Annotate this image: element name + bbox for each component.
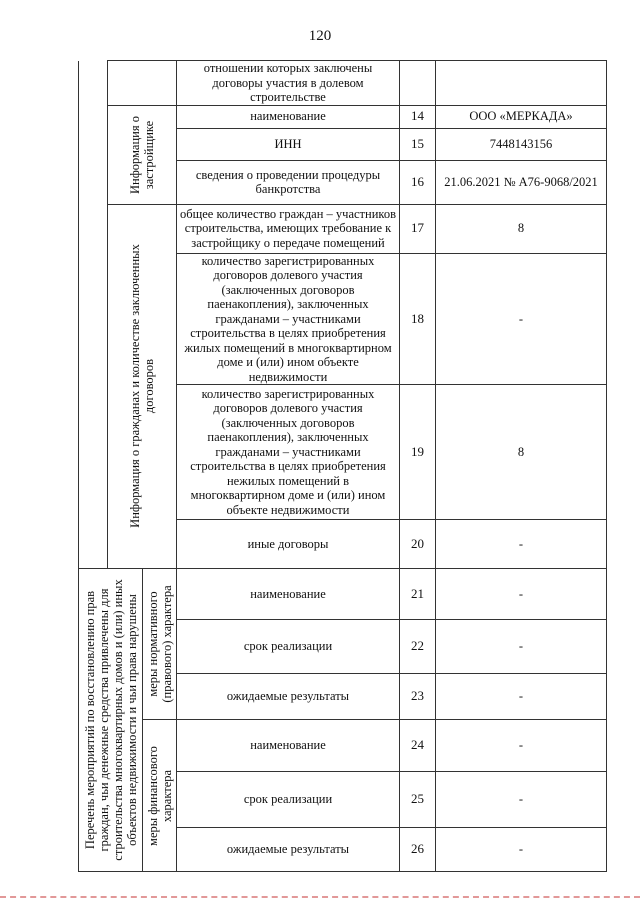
row-number: 17	[400, 204, 436, 253]
row-label: количество зарегистрированных договоров долевого участия (заключенных договоров паенакопления), заключенных гражданами – участниками строительства в целях приобретения жилых помещений в многоквартирном доме и (или) ином объекте недвижимости	[177, 253, 400, 385]
row-number: 24	[400, 720, 436, 772]
table-row	[79, 204, 607, 253]
row-value: -	[436, 674, 607, 720]
row-value: -	[436, 720, 607, 772]
row-number: 20	[400, 520, 436, 569]
row-value: 21.06.2021 № А76-9068/2021	[436, 160, 607, 204]
scan-edge-divider	[0, 896, 640, 902]
group-developer-label: Информация о застройщике	[128, 115, 156, 194]
row-value: -	[436, 620, 607, 674]
row-value: ООО «МЕРКАДА»	[436, 105, 607, 128]
row-number: 14	[400, 105, 436, 128]
group-citizens-label: Информация о гражданах и количестве заключенных договоров	[128, 244, 156, 529]
row-number: 25	[400, 772, 436, 828]
row-label: ожидаемые результаты	[177, 828, 400, 872]
row-label: срок реализации	[177, 772, 400, 828]
row-value: -	[436, 772, 607, 828]
row-label: наименование	[177, 105, 400, 128]
group-normative-label: меры нормативного (правового) характера	[145, 585, 174, 703]
row-label: иные договоры	[177, 520, 400, 569]
row-number: 26	[400, 828, 436, 872]
row-number	[400, 61, 436, 106]
row-value	[436, 61, 607, 106]
row-label: количество зарегистрированных договоров долевого участия (заключенных договоров паенакопления), заключенных гражданами – участниками строительства в целях приобретения нежилых помещений в многоквартирном доме и (или) ином объекте недвижимости	[177, 385, 400, 520]
row-label: сведения о проведении процедуры банкротства	[177, 160, 400, 204]
group-measures-label: Перечень мероприятий по восстановлению прав граждан, чьи денежные средства привлечены для строительства многоквартирных домов и (или) иных объектов недвижимости и чьи права нарушены	[82, 579, 139, 861]
group-financial	[143, 720, 177, 872]
row-number: 15	[400, 128, 436, 160]
row-label: наименование	[177, 720, 400, 772]
row-label: ожидаемые результаты	[177, 674, 400, 720]
table-row	[79, 105, 607, 128]
row-value: -	[436, 828, 607, 872]
row-number: 16	[400, 160, 436, 204]
group-financial-label: меры финансового характера	[145, 745, 174, 846]
table-row	[79, 569, 607, 620]
report-table	[78, 60, 607, 872]
report-table-container	[78, 60, 606, 861]
table-row	[79, 61, 607, 106]
row-number: 19	[400, 385, 436, 520]
row-label: ИНН	[177, 128, 400, 160]
page-number: 120	[308, 28, 332, 44]
group-normative	[143, 569, 177, 720]
row-label: общее количество граждан – участников строительства, имеющих требование к застройщику о передаче помещений	[177, 204, 400, 253]
group-citizens	[108, 204, 177, 569]
row-value: -	[436, 253, 607, 385]
row-number: 22	[400, 620, 436, 674]
row-label: срок реализации	[177, 620, 400, 674]
row-value: 8	[436, 385, 607, 520]
row-label: отношении которых заключены договоры участия в долевом строительстве	[177, 61, 400, 106]
row-value: 8	[436, 204, 607, 253]
group-developer	[108, 105, 177, 204]
row-number: 21	[400, 569, 436, 620]
row-number: 23	[400, 674, 436, 720]
group-measures	[79, 569, 143, 872]
row-number: 18	[400, 253, 436, 385]
row-value: -	[436, 520, 607, 569]
row-value: -	[436, 569, 607, 620]
row-value: 7448143156	[436, 128, 607, 160]
row-label: наименование	[177, 569, 400, 620]
table-row	[79, 720, 607, 772]
